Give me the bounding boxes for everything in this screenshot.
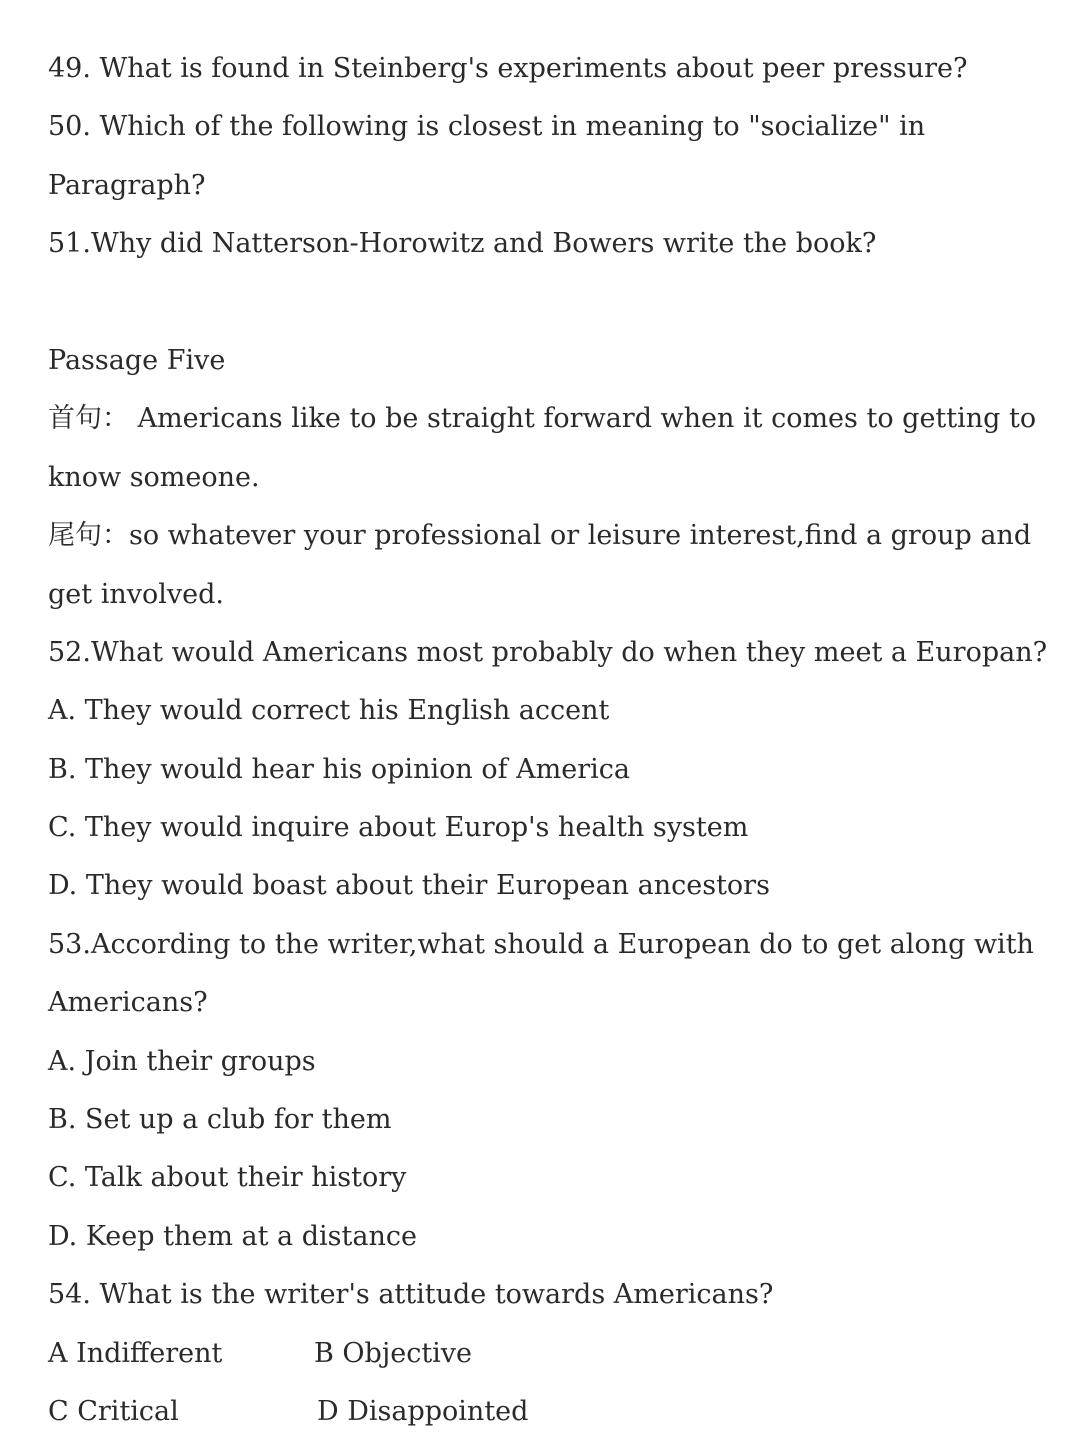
question-52-option-a: A. They would correct his English accent [48,695,610,727]
first-sentence-line2: know someone. [48,461,260,493]
question-52-option-b: B. They would hear his opinion of America [48,753,630,785]
question-54-option-d: D Disappointed [317,1395,529,1427]
document-body [48,40,1048,1441]
question-53-option-c: C. Talk about their history [48,1162,407,1194]
question-50-line2: Paragraph? [48,169,206,201]
question-53-line2: Americans? [48,987,208,1019]
question-50-line1: 50. Which of the following is closest in meaning to "socialize" in [48,111,926,143]
last-sentence-line1: 尾句：so whatever your professional or leisure interest,find a group and [48,520,1032,552]
question-54-option-a: A Indifferent [48,1337,223,1369]
question-54-options-row2 [48,1383,1048,1441]
question-53-option-a: A. Join their groups [48,1045,316,1077]
question-54-option-b: B Objective [314,1337,473,1369]
question-51: 51.Why did Natterson-Horowitz and Bowers write the book? [48,228,877,260]
question-53-line1: 53.According to the writer,what should a European do to get along with [48,928,1034,960]
question-53-option-d: D. Keep them at a distance [48,1220,417,1252]
question-54-options-row1 [48,1325,1048,1383]
passage-title: Passage Five [48,344,226,376]
question-52-option-c: C. They would inquire about Europ's health system [48,812,749,844]
question-49: 49. What is found in Steinberg's experiments about peer pressure? [48,53,968,84]
question-54-option-c: C Critical [48,1395,179,1427]
first-sentence-line1: 首句： Americans like to be straight forward when it comes to getting to [48,403,1037,435]
question-54: 54. What is the writer's attitude towards Americans? [48,1279,774,1311]
last-sentence-line2: get involved. [48,578,224,610]
question-52: 52.What would Americans most probably do when they meet a Europan? [48,636,1048,668]
blank-line [48,274,1048,332]
question-53-option-b: B. Set up a club for them [48,1104,392,1136]
question-52-option-d: D. They would boast about their European ancestors [48,870,770,902]
